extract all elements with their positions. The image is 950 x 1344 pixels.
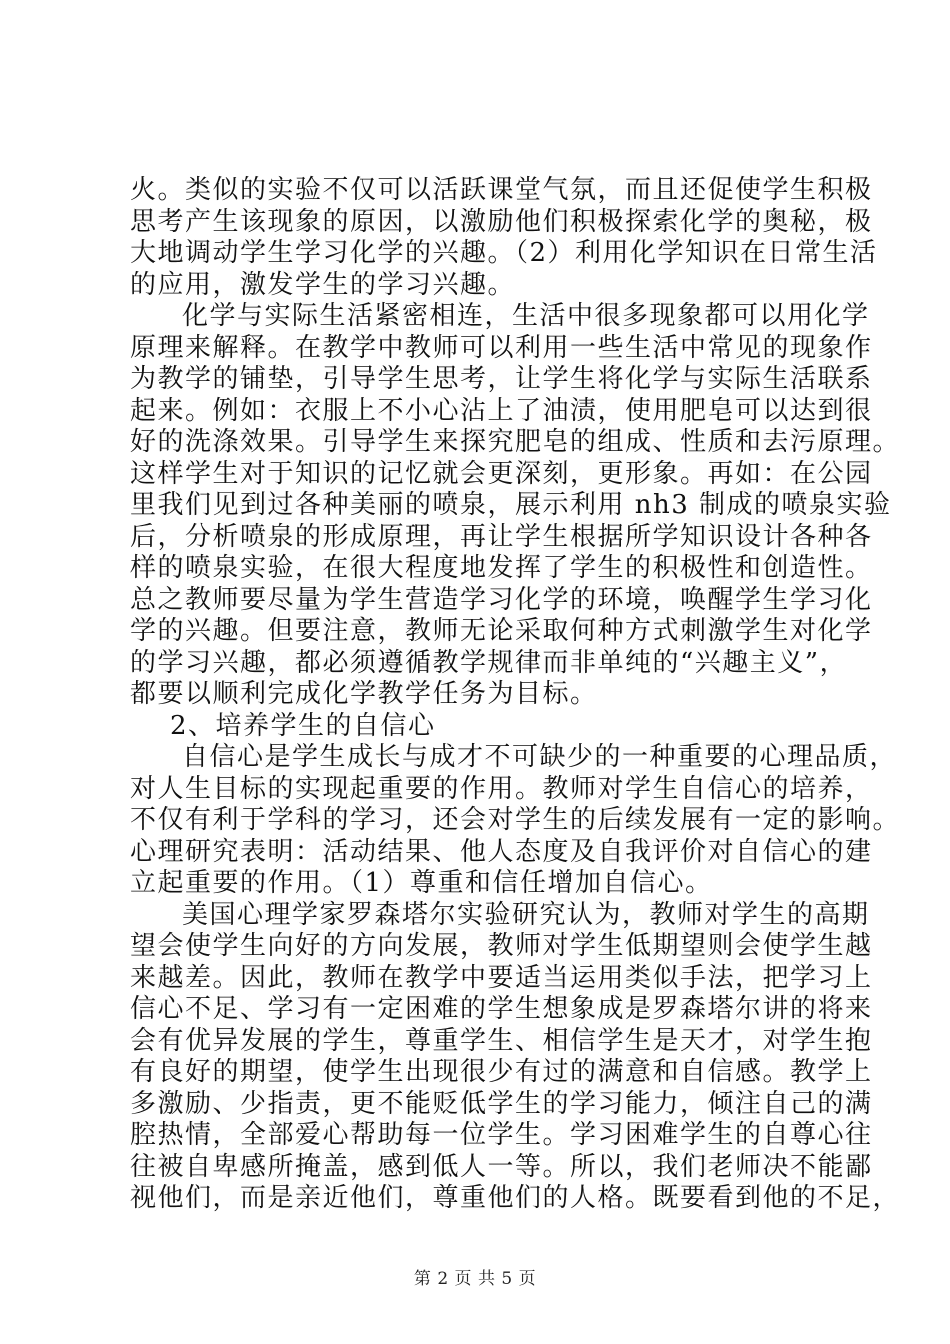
text-line: 这样学生对于知识的记忆就会更深刻，更形象。再如：在公园 <box>130 458 873 489</box>
text-line: 思考产生该现象的原因，以激励他们积极探索化学的奥秘，极 <box>130 206 873 237</box>
text-line: 会有优异发展的学生，尊重学生、相信学生是天才，对学生抱 <box>130 1025 873 1056</box>
text-line: 腔热情，全部爱心帮助每一位学生。学习困难学生的自尊心往 <box>130 1120 873 1150</box>
text-line: 有良好的期望，使学生出现很少有过的满意和自信感。教学上 <box>130 1057 873 1087</box>
text-line: 原理来解释。在教学中教师可以利用一些生活中常见的现象作 <box>130 332 873 363</box>
paragraph-first-line: 美国心理学家罗森塔尔实验研究认为，教师对学生的高期 <box>182 899 870 930</box>
text-line: 对人生目标的实现起重要的作用。教师对学生自信心的培养， <box>130 773 873 804</box>
section-heading: 2、培养学生的自信心 <box>170 710 436 741</box>
text-line: 望会使学生向好的方向发展，教师对学生低期望则会使学生越 <box>130 931 873 961</box>
text-line: 学的兴趣。但要注意，教师无论采取何种方式刺激学生对化学 <box>130 616 873 646</box>
text-line: 起来。例如：衣服上不小心沾上了油渍，使用肥皂可以达到很 <box>130 395 873 426</box>
text-line: 信心不足、学习有一定困难的学生想象成是罗森塔尔讲的将来 <box>130 994 873 1024</box>
text-line: 的应用，激发学生的学习兴趣。 <box>130 269 516 300</box>
text-line: 来越差。因此，教师在教学中要适当运用类似手法，把学习上 <box>130 962 873 993</box>
text-line: 好的洗涤效果。引导学生来探究肥皂的组成、性质和去污原理。 <box>130 427 901 457</box>
text-line: 总之教师要尽量为学生营造学习化学的环境，唤醒学生学习化 <box>130 584 873 615</box>
paragraph-first-line: 自信心是学生成长与成才不可缺少的一种重要的心理品质， <box>182 742 898 772</box>
text-line: 火。类似的实验不仅可以活跃课堂气氛，而且还促使学生积极 <box>130 175 873 205</box>
text-line: 样的喷泉实验，在很大程度地发挥了学生的积极性和创造性。 <box>130 553 873 583</box>
document-body <box>130 175 901 1215</box>
text-line: 往被自卑感所掩盖，感到低人一等。所以，我们老师决不能鄙 <box>130 1151 873 1182</box>
text-line: 都要以顺利完成化学教学任务为目标。 <box>130 679 598 709</box>
paragraph-first-line: 化学与实际生活紧密相连，生活中很多现象都可以用化学 <box>182 301 870 331</box>
text-line: 立起重要的作用。（1）尊重和信任增加自信心。 <box>130 868 713 898</box>
text-line: 后，分析喷泉的形成原理，再让学生根据所学知识设计各种各 <box>130 521 873 552</box>
text-line: 多激励、少指责，更不能贬低学生的学习能力，倾注自己的满 <box>130 1088 873 1119</box>
text-line: 视他们，而是亲近他们，尊重他们的人格。既要看到他的不足， <box>130 1183 901 1213</box>
text-line: 大地调动学生学习化学的兴趣。（2）利用化学知识在日常生活 <box>130 238 878 268</box>
page-number-footer: 第 2 页 共 5 页 <box>413 1269 537 1289</box>
text-line: 的学习兴趣，都必须遵循教学规律而非单纯的“兴趣主义”， <box>130 647 848 678</box>
text-line: 不仅有利于学科的学习，还会对学生的后续发展有一定的影响。 <box>130 805 901 835</box>
text-line: 里我们见到过各种美丽的喷泉，展示利用 nh3 制成的喷泉实验 <box>130 490 892 520</box>
text-line: 为教学的铺垫，引导学生思考，让学生将化学与实际生活联系 <box>130 364 873 394</box>
text-line: 心理研究表明：活动结果、他人态度及自我评价对自信心的建 <box>130 836 873 867</box>
